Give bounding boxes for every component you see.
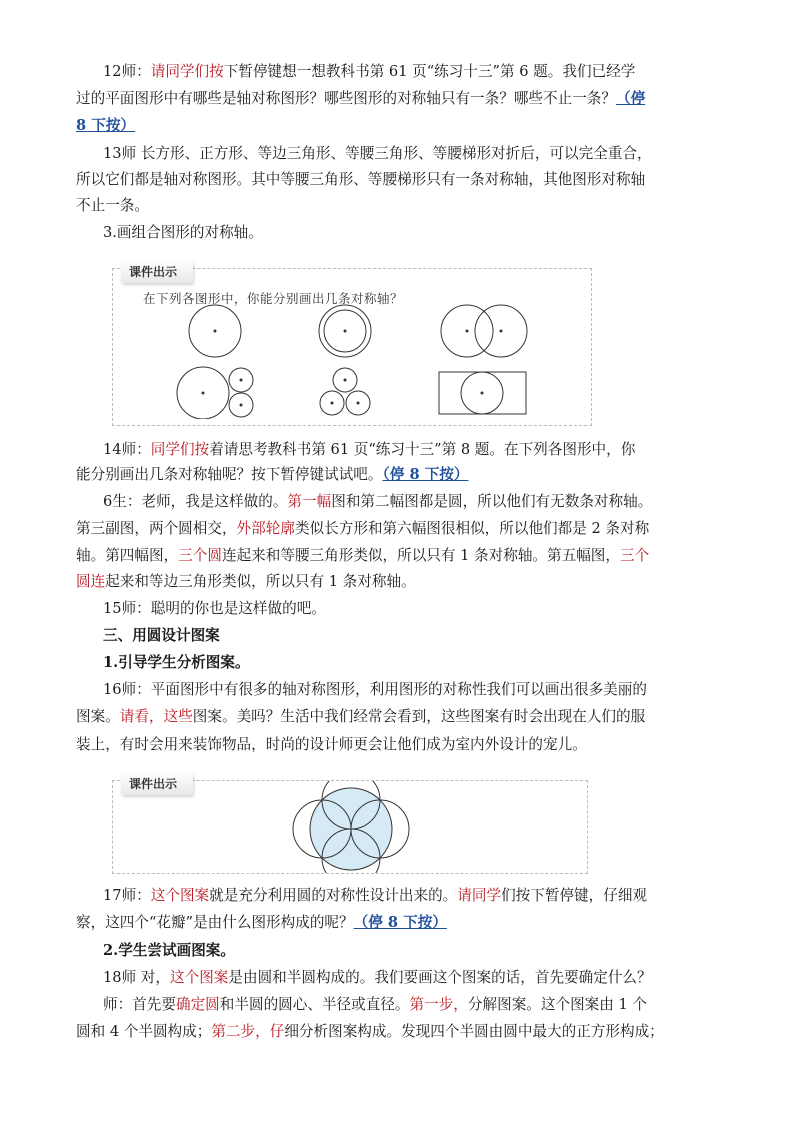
text-run: 着请思考教科书第 61 页“练习十三”第 8 题。在下列各图形中，你 (209, 441, 636, 458)
text-run: 第三副图，两个圆相交， (76, 520, 237, 537)
text-line (76, 572, 716, 592)
text-run: 察，这四个“花瓣”是由什么图形构成的呢？ (76, 914, 354, 931)
text-line (103, 440, 743, 460)
text-line (76, 465, 716, 485)
text-run: 2.学生尝试画图案。 (103, 942, 235, 959)
text-line (76, 1022, 716, 1042)
text-run: （停 8 下按） (382, 466, 469, 483)
text-line (76, 89, 716, 109)
text-run: 16师：平面图形中有很多的轴对称图形，利用图形的对称性我们可以画出很多美丽的 (103, 681, 647, 698)
text-run: 圆连 (76, 573, 106, 590)
text-run: 这个图案 (170, 969, 229, 986)
text-run: 是由圆和半圆构成的。我们要画这个图案的话，首先要确定什么？ (228, 969, 652, 986)
text-run: 圆和 4 个半圆构成； (76, 1023, 212, 1040)
text-line (103, 144, 743, 164)
text-line (103, 886, 743, 906)
text-line (103, 626, 743, 646)
text-run: 图和第二幅图都是圆，所以他们有无数条对称轴。 (331, 493, 653, 510)
text-line (103, 492, 743, 512)
text-run: 3.画组合图形的对称轴。 (103, 224, 263, 241)
text-line (103, 653, 743, 673)
text-run: 装上，有时会用来装饰物品，时尚的设计师更会让他们成为室内外设计的宠儿。 (76, 736, 587, 753)
courseware-tag: 课件出示 (121, 261, 193, 283)
text-line (76, 707, 716, 727)
text-run: 请看，这些 (119, 708, 193, 725)
text-run: 13师 长方形、正方形、等边三角形、等腰三角形、等腰梯形对折后，可以完全重合， (103, 145, 652, 162)
text-run: 图案。美吗？生活中我们经常会看到，这些图案有时会出现在人们的服 (192, 708, 646, 725)
text-run: 三个 (619, 547, 650, 564)
text-line (103, 223, 743, 243)
text-run: 图案。 (76, 708, 120, 725)
text-run: 不止一条。 (76, 197, 149, 214)
text-line (103, 968, 743, 988)
text-line (76, 546, 716, 566)
text-run: 6生：老师，我是这样做的。 (103, 493, 288, 510)
figures-group (113, 269, 591, 425)
text-run: 1.引导学生分析图案。 (103, 654, 250, 671)
text-line (76, 196, 716, 216)
text-run: 这个图案 (150, 887, 210, 904)
text-run: 和半圆的圆心、半径或直径。 (219, 996, 410, 1013)
text-run: 确定圆 (175, 996, 220, 1013)
text-line (76, 519, 716, 539)
text-run: （停 8 下按） (353, 914, 447, 931)
courseware-box-pattern (112, 777, 588, 874)
text-line (76, 170, 716, 190)
text-run: 15师：聪明的你也是这样做的吧。 (103, 600, 326, 617)
text-run: 类似长方形和第六幅图很相似，所以他们都是 2 条对称 (294, 520, 650, 537)
text-run: 细分析图案构成。发现四个半圆由圆中最大的正方形构成； (284, 1023, 664, 1040)
text-run: 就是充分利用圆的对称性设计出来的。 (209, 887, 458, 904)
text-run: （停 (615, 90, 646, 107)
text-run: 轴。第四幅图， (76, 547, 179, 564)
text-run: 三、用圆设计图案 (103, 627, 220, 644)
text-run: 第一幅 (287, 493, 332, 510)
text-run: 师：首先要 (103, 996, 176, 1013)
text-run: 8 下按） (76, 117, 136, 134)
text-run: 外部轮廓 (236, 520, 295, 537)
text-run: 请同学们按 (150, 63, 224, 80)
text-line (76, 116, 716, 136)
text-run: 第一步， (409, 996, 468, 1013)
text-run: 过的平面图形中有哪些是轴对称图形？哪些图形的对称轴只有一条？哪些不止一条？ (76, 90, 616, 107)
text-run: 18师 对， (103, 969, 170, 986)
text-run: 能分别画出几条对称轴呢？按下暂停键试试吧。 (76, 466, 383, 483)
text-run: 们按下暂停键，仔细观 (501, 887, 648, 904)
text-run: 所以它们都是轴对称图形。其中等腰三角形、等腰梯形只有一条对称轴，其他图形对称轴 (76, 171, 646, 188)
courseware-question: 在下列各图形中，你能分别画出几条对称轴？ (143, 291, 404, 306)
text-line (103, 680, 743, 700)
text-run: 连起来和等腰三角形类似，所以只有 1 条对称轴。第五幅图， (221, 547, 620, 564)
text-run: 第二步，仔 (211, 1023, 285, 1040)
text-run: 起来和等边三角形类似，所以只有 1 条对称轴。 (105, 573, 416, 590)
courseware-tag: 课件出示 (121, 773, 193, 795)
text-line (103, 941, 743, 961)
flower-pattern (113, 781, 587, 873)
text-line (103, 599, 743, 619)
text-run: 分解图案。这个图案由 1 个 (467, 996, 648, 1013)
text-run: 12师： (103, 63, 151, 80)
text-run: 17师： (103, 887, 151, 904)
text-run: 下暂停键想一想教科书第 61 页“练习十三”第 6 题。我们已经学 (223, 63, 636, 80)
text-run: 14师： (103, 441, 151, 458)
courseware-box-symmetry (112, 265, 592, 426)
text-line (103, 62, 743, 82)
text-run: 同学们按 (150, 441, 210, 458)
text-line (76, 735, 716, 755)
text-run: 三个圆 (178, 547, 222, 564)
text-run: 请同学 (457, 887, 502, 904)
text-line (76, 913, 716, 933)
text-line (103, 995, 743, 1015)
